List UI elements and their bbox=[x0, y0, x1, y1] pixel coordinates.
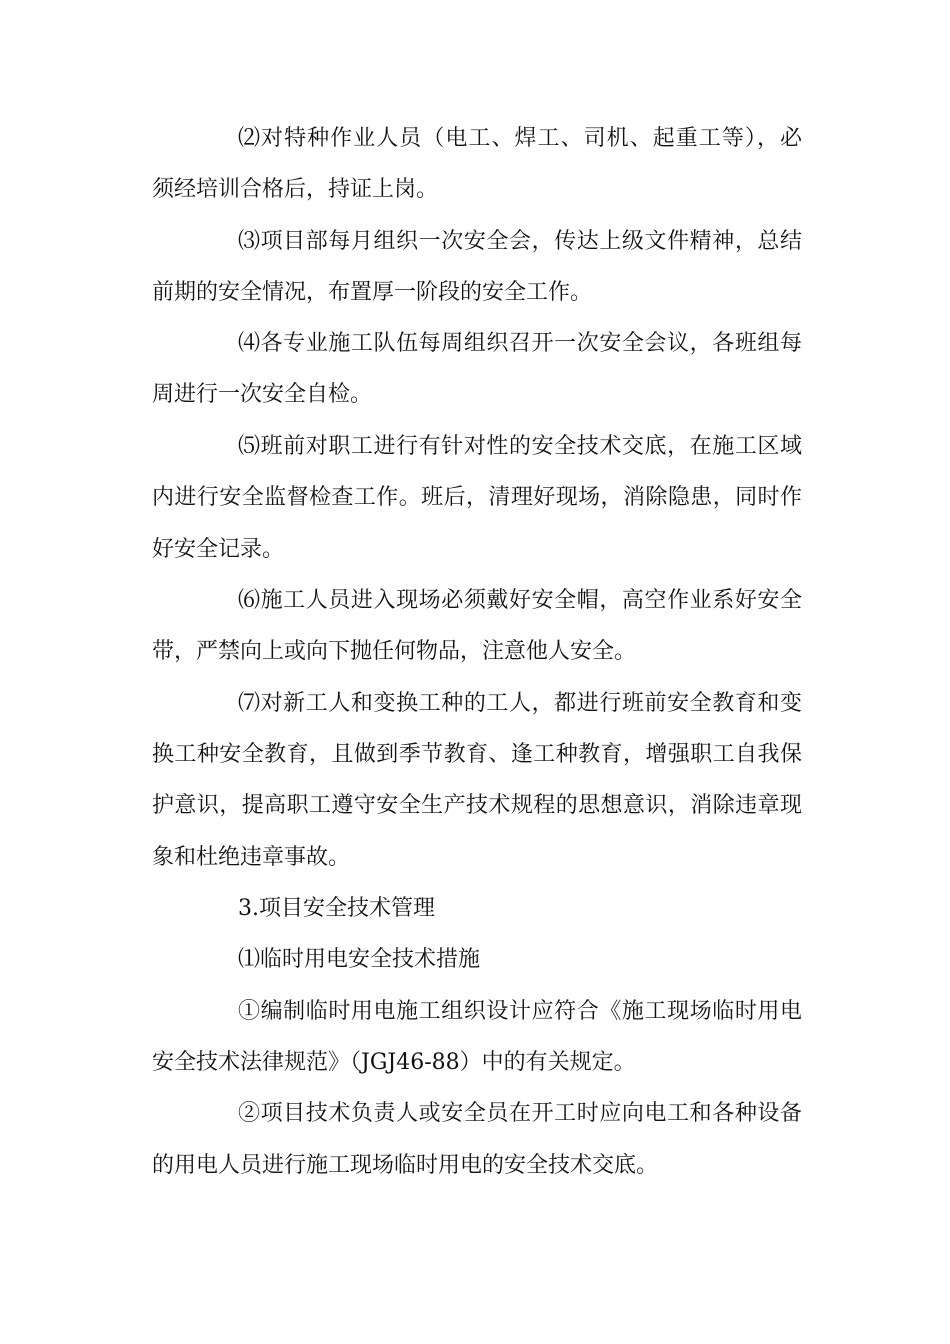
paragraph-line: 内进行安全监督检查工作。班后，清理好现场，消除隐患，同时作 bbox=[152, 485, 802, 510]
subsection-heading: ⑴临时用电安全技术措施 bbox=[238, 947, 481, 972]
paragraph-line: ⑹施工人员进入现场必须戴好安全帽，高空作业系好安全 bbox=[238, 588, 802, 613]
paragraph-line: 带，严禁向上或向下抛任何物品，注意他人安全。 bbox=[152, 639, 637, 664]
paragraph-line: ⑶项目部每月组织一次安全会，传达上级文件精神，总结 bbox=[238, 229, 802, 254]
paragraph-line: 周进行一次安全自检。 bbox=[152, 382, 373, 407]
paragraph-line: ⑸班前对职工进行有针对性的安全技术交底，在施工区域 bbox=[238, 434, 802, 459]
paragraph-line: ①编制临时用电施工组织设计应符合《施工现场临时用电 bbox=[238, 999, 802, 1024]
paragraph-line: 须经培训合格后，持证上岗。 bbox=[152, 177, 439, 202]
paragraph-line: ⑺对新工人和变换工种的工人，都进行班前安全教育和变 bbox=[238, 691, 802, 716]
paragraph-line: 的用电人员进行施工现场临时用电的安全技术交底。 bbox=[152, 1153, 659, 1178]
paragraph-line: ⑷各专业施工队伍每周组织召开一次安全会议，各班组每 bbox=[238, 331, 802, 356]
paragraph-line: 象和杜绝违章事故。 bbox=[152, 845, 351, 870]
paragraph-line: 换工种安全教育，且做到季节教育、逢工种教育，增强职工自我保 bbox=[152, 742, 802, 767]
section-heading: 3.项目安全技术管理 bbox=[238, 896, 435, 921]
paragraph-line: 好安全记录。 bbox=[152, 537, 285, 562]
paragraph-line: 安全技术法律规范》（JGJ46-88）中的有关规定。 bbox=[152, 1050, 636, 1075]
paragraph-line: ⑵对特种作业人员（电工、焊工、司机、起重工等），必 bbox=[238, 126, 802, 151]
paragraph-line: 护意识，提高职工遵守安全生产技术规程的思想意识，消除违章现 bbox=[152, 793, 802, 818]
paragraph-line: 前期的安全情况，布置厚一阶段的安全工作。 bbox=[152, 280, 593, 305]
paragraph-line: ②项目技术负责人或安全员在开工时应向电工和各种设备 bbox=[238, 1101, 802, 1126]
